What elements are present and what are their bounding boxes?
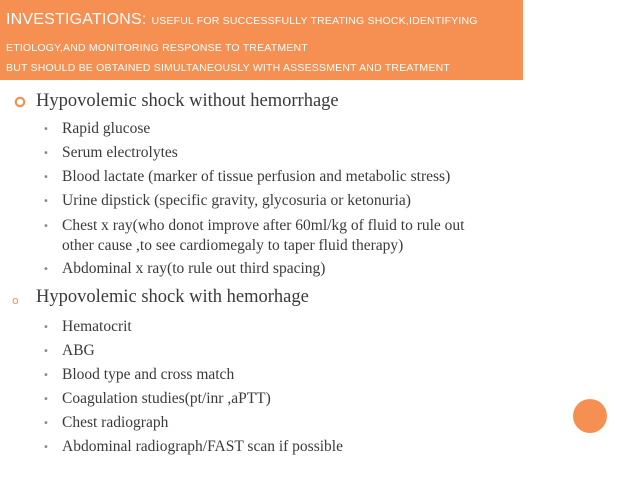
list-item: Chest radiograph xyxy=(62,414,169,431)
dot-bullet-icon: • xyxy=(43,370,49,381)
list-item: Chest x ray(who donot improve after 60ml/kg of fluid to rule out xyxy=(62,217,465,234)
list-item-continuation: other cause ,to see cardiomegaly to taper fluid therapy) xyxy=(62,237,404,254)
list-item: Serum electrolytes xyxy=(62,144,178,161)
dot-bullet-icon: • xyxy=(43,196,49,207)
dot-bullet-icon: • xyxy=(43,418,49,429)
title-line-2: ETIOLOGY,AND MONITORING RESPONSE TO TREATMENT xyxy=(6,42,308,54)
list-item: Blood lactate (marker of tissue perfusion and metabolic stress) xyxy=(62,168,451,185)
dot-bullet-icon: • xyxy=(43,221,49,232)
dot-bullet-icon: • xyxy=(43,264,49,275)
list-item: ABG xyxy=(62,342,95,359)
list-item: Coagulation studies(pt/inr ,aPTT) xyxy=(62,390,271,407)
dot-bullet-icon: • xyxy=(43,394,49,405)
dot-bullet-icon: • xyxy=(43,172,49,183)
title-big-word: INVESTIGATIONS: xyxy=(6,11,147,28)
dot-bullet-icon: • xyxy=(43,442,49,453)
section-heading-2: Hypovolemic shock with hemorhage xyxy=(36,287,309,307)
dot-bullet-icon: • xyxy=(43,124,49,135)
orange-ring-bullet-icon xyxy=(14,96,26,111)
list-item: Abdominal x ray(to rule out third spacing) xyxy=(62,260,326,277)
section-2-bullet: o xyxy=(12,294,19,307)
list-item: Urine dipstick (specific gravity, glycosuria or ketonuria) xyxy=(62,192,411,209)
list-item: Abdominal radiograph/FAST scan if possible xyxy=(62,438,343,455)
section-heading-1: Hypovolemic shock without hemorrhage xyxy=(36,91,339,111)
list-item: Hematocrit xyxy=(62,318,132,335)
dot-bullet-icon: • xyxy=(43,322,49,333)
list-item: Blood type and cross match xyxy=(62,366,235,383)
title-line-3: BUT SHOULD BE OBTAINED SIMULTANEOUSLY WITH ASSESSMENT AND TREATMENT xyxy=(6,62,450,74)
list-item: Rapid glucose xyxy=(62,120,151,137)
title-line-1-rest: USEFUL FOR SUCCESSFULLY TREATING SHOCK,IDENTIFYING xyxy=(151,15,478,27)
dot-bullet-icon: • xyxy=(43,346,49,357)
decorative-orange-circle xyxy=(573,399,607,433)
dot-bullet-icon: • xyxy=(43,148,49,159)
